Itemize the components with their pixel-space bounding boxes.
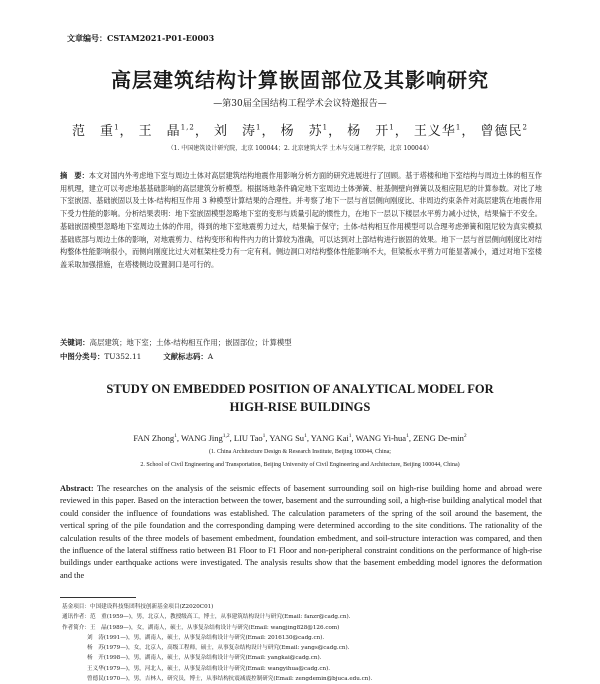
author-cn: 王 晶$^{1,2}$ xyxy=(138,123,195,139)
author-cn: 王义华$^1$ xyxy=(413,123,462,139)
abstract-label: Abstract: xyxy=(60,484,94,493)
clc-code: TU352.11 xyxy=(104,352,142,361)
abstract-body: The researches on the analysis of the seismic effects of basement surrounding soil on high-rise building home and abroad were reviewed in this paper. Based on the interaction between the tower, basement and the surrounding soil, a high-rise building analytical model that could consider the influence of foundations was established. The calculation parameters of the spring of the soil around the basement, the vertical spring of the pile foundation and the corresponding damping were determined according to the site conditions. The rationality of the calculation results of the three models of basement embedment, foundation embedment, and soil-structure interaction was compared, and then the influence of the lateral stiffness ratio between B1 Floor to F1 Floor and non-peripheral constraint conditions on the performance of high-rise buildings under earthquake actions were investigated. The analysis results show that the basement embedding model ignores the deformation and the xyxy=(60,484,542,580)
footnote-funding: 基金项目：中国建设科技集团科技创新基金项目(Z2020C01) xyxy=(62,604,214,610)
footnote-author-bio: 杨 苏(1979—)，女，北京人，高级工程师，硕士，从事复杂结构设计与研究(Email: yangs@cadg.cn). xyxy=(87,645,350,652)
author-en: WANG Jing$^{1,2}$ xyxy=(180,433,230,443)
chinese-subtitle: —第30届全国结构工程学术会议特邀报告— xyxy=(213,99,387,109)
author-cn: 范 重$^1$ xyxy=(72,123,120,139)
chinese-keywords: 关键词：高层建筑；地下室；土体-结构相互作用；嵌固部位；计算模型 xyxy=(60,338,292,347)
english-affiliation-2: 2. School of Civil Engineering and Transportation, Beijing University of Civil Engineering and Architecture, Beijing 100044, China) xyxy=(140,462,460,468)
chinese-authors: 范 重$^1$， 王 晶$^{1,2}$， 刘 涛$^1$， 杨 苏$^1$， 杨 开$^1$， 王义华$^1$， 曾德民$^2$ xyxy=(72,123,528,139)
english-authors: FAN Zhong$^1$, WANG Jing$^{1,2}$, LIU Tao$^1$, YANG Su$^1$, YANG Kai$^1$, WANG Yi-hua$^1$, ZENG $De-\min^2$ xyxy=(133,433,467,443)
author-en: WANG Yi-hua$^1$ xyxy=(355,433,409,443)
footnote-author-bio: 曾德民(1970—)，男，吉林人，研究员，博士，从事结构抗震减震控制研究(Email: zengdemin@bjuca.edu.cn). xyxy=(87,676,373,683)
abstract-label: 摘 要： xyxy=(60,171,89,180)
chinese-affiliation: （1. 中国建筑设计研究院，北京 100044；2. 北京建筑大学 土木与交通工程学院，北京 100044） xyxy=(167,145,433,152)
chinese-title: 高层建筑结构计算嵌固部位及其影响研究 xyxy=(111,68,489,92)
author-cn: 曾德民$^2$ xyxy=(480,123,528,139)
english-title: STUDY ON EMBEDDED POSITION OF ANALYTICAL MODEL FOR HIGH-RISE BUILDINGS xyxy=(106,382,494,414)
footnote-author-bio: 王义华(1979—)，男，河北人，硕士，从事复杂结构设计与研究(Email: wangyihua@cadg.cn). xyxy=(87,665,331,672)
footnote-corresponding-author: 通讯作者：范 重(1959—)，男，北京人，教授级高工，博士，从事建筑结构设计与研究(Email: fanzr@cadg.cn). xyxy=(62,614,351,621)
english-abstract xyxy=(60,483,542,582)
abstract-body: 本文对国内外考虑地下室与周边土体对高层建筑结构地震作用影响分析方面的研究进展进行了回顾。基于塔楼和地下室结构与周边土体的相互作用机理，建立可以考虑地基基础影响的高层建筑分析模型。根据场地条件确定地下室周边土体弹簧、桩基侧壁向弹簧以及相应阻尼的计算参数。对比了地下室嵌固、基础嵌固以及土体-结构相互作用 3 种模型计算结果的合理性。并考察了地下一层与首层侧向刚度比、非周边约束条件对高层建筑在地震作用下受力性能的影响。分析结果表明：地下室嵌固模型忽略地下室的变形与质量引起的惯性力，在地下一层以下楼层水平剪力减小过快，结果偏于不安全。基础嵌固模型忽略地下室周边土体的作用，得到的地下室地震剪力过大，结果偏于保守；土体-结构相互作用模型可以合理考虑弹簧和阻尼较为真实模拟基础底部与周边土体的影响，对地震剪力、结构变形和构件内力的计算较为准确，可以达到对上部结构进行嵌固的效果。地下一层与首层侧向刚度比对结构整体性能影响很小，而侧向刚度比过大对框架柱受力有一定有利。侧边洞口对结构整体性能影响不大，但梁板水平剪力可能显著减小，通过对地下室楼盖采取加强措施，在塔楼侧边设置洞口是可行的。 xyxy=(60,171,542,269)
english-affiliation-1: (1. China Architecture Design & Research Institute, Beijing 100044, China; xyxy=(209,449,391,455)
footnote-author-bio: 作者简介：王 晶(1989—)，女，湖南人，硕士，从事复杂结构设计与研究(Email: wangjing828@126.com) xyxy=(62,624,340,631)
classification-line: 中图分类号：TU352.11 文献标志码：A xyxy=(60,352,214,361)
author-cn: 杨 开$^1$ xyxy=(347,123,395,139)
footnote-divider xyxy=(60,597,136,598)
author-en: LIU Tao$^1$ xyxy=(233,433,266,443)
author-en: YANG Kai$^1$ xyxy=(310,433,352,443)
footnote-author-bio: 刘 涛(1991—)，男，湖南人，硕士，从事复杂结构设计与研究(Email: 2016130@cadg.cn). xyxy=(87,634,325,641)
author-en: YANG Su$^1$ xyxy=(269,433,307,443)
footnote-author-bio: 杨 开(1998—)，男，湖南人，硕士，从事复杂结构设计与研究(Email: yangkai@cadg.cn). xyxy=(87,655,322,662)
author-en: FAN Zhong$^1$ xyxy=(133,433,177,443)
footnotes xyxy=(62,602,542,684)
author-cn: 刘 涛$^1$ xyxy=(213,123,262,139)
doc-code: A xyxy=(207,352,214,361)
article-id: 文章编号：CSTAM2021-P01-E0003 xyxy=(67,33,215,43)
chinese-abstract xyxy=(60,170,542,272)
author-en: ZENG $De-\min^2$ xyxy=(413,433,467,443)
author-cn: 杨 苏$^1$ xyxy=(280,123,329,139)
